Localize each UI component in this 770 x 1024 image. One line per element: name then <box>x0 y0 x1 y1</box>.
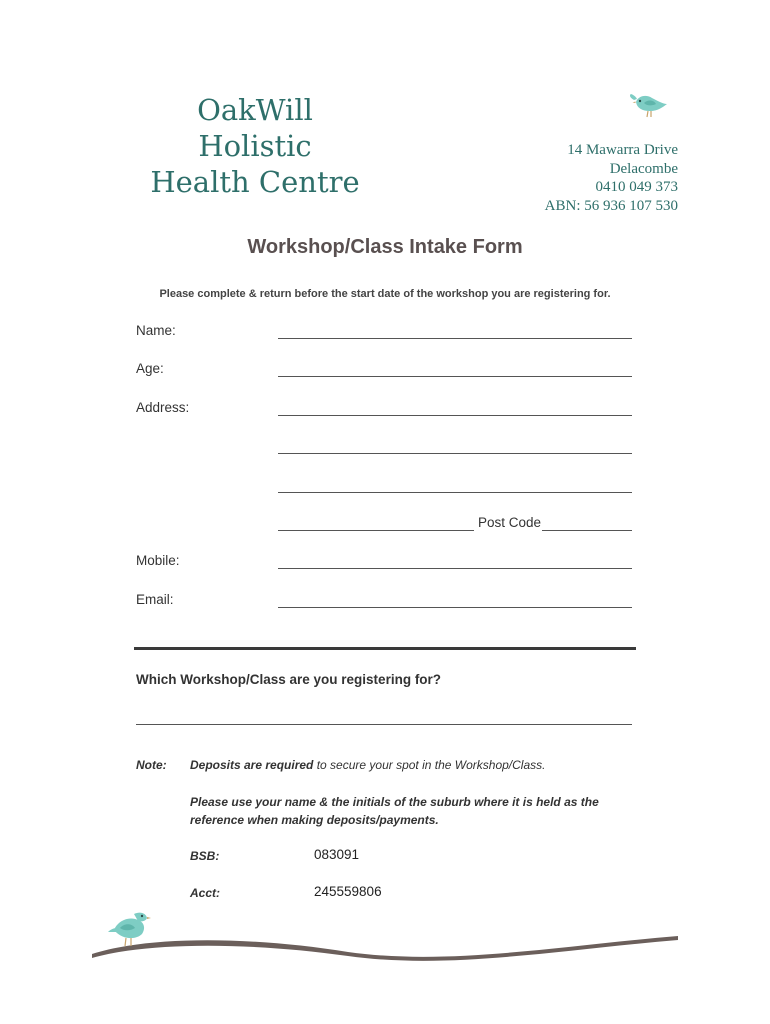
address-suburb: Delacombe <box>609 160 678 177</box>
address-label: Address: <box>136 400 190 415</box>
form-instructions: Please complete & return before the start date of the workshop you are registering for. <box>159 288 611 300</box>
name-label: Name: <box>136 323 176 338</box>
post-code-label: Post Code <box>478 515 542 530</box>
workshop-answer-field[interactable] <box>136 724 632 725</box>
bsb-label: BSB: <box>190 849 220 863</box>
org-name-line2: Health Centre <box>150 165 360 199</box>
org-name-line1: OakWill Holistic <box>197 93 313 163</box>
post-code-field[interactable] <box>542 530 632 531</box>
suburb-field[interactable] <box>278 530 474 531</box>
mobile-field[interactable] <box>278 568 632 569</box>
address-field-line3[interactable] <box>278 492 632 493</box>
email-label: Email: <box>136 592 174 607</box>
contact-address <box>418 141 678 215</box>
reference-note: Please use your name & the initials of the suburb where it is held as the reference when making deposits/payments. <box>190 795 599 827</box>
address-field-line1[interactable] <box>278 415 632 416</box>
name-field[interactable] <box>278 338 632 339</box>
bird-icon <box>628 90 670 122</box>
abn-number: ABN: 56 936 107 530 <box>544 197 678 214</box>
acct-label: Acct: <box>190 886 221 900</box>
address-field-line2[interactable] <box>278 453 632 454</box>
age-label: Age: <box>136 361 164 376</box>
bird-on-branch-icon <box>88 906 688 972</box>
workshop-question: Which Workshop/Class are you registering for? <box>136 672 442 687</box>
acct-value: 245559806 <box>314 884 382 899</box>
deposit-note-bold: Deposits are required <box>190 758 314 772</box>
note-label: Note: <box>136 758 167 772</box>
deposit-note <box>190 758 630 772</box>
form-title: Workshop/Class Intake Form <box>247 236 523 258</box>
mobile-label: Mobile: <box>136 553 180 568</box>
deposit-note-rest: to secure your spot in the Workshop/Class. <box>313 758 546 772</box>
section-divider <box>134 647 636 650</box>
bsb-value: 083091 <box>314 847 360 862</box>
age-field[interactable] <box>278 376 632 377</box>
email-field[interactable] <box>278 607 632 608</box>
phone-number: 0410 049 373 <box>595 179 678 195</box>
address-street: 14 Mawarra Drive <box>567 142 678 158</box>
org-name <box>140 92 370 200</box>
